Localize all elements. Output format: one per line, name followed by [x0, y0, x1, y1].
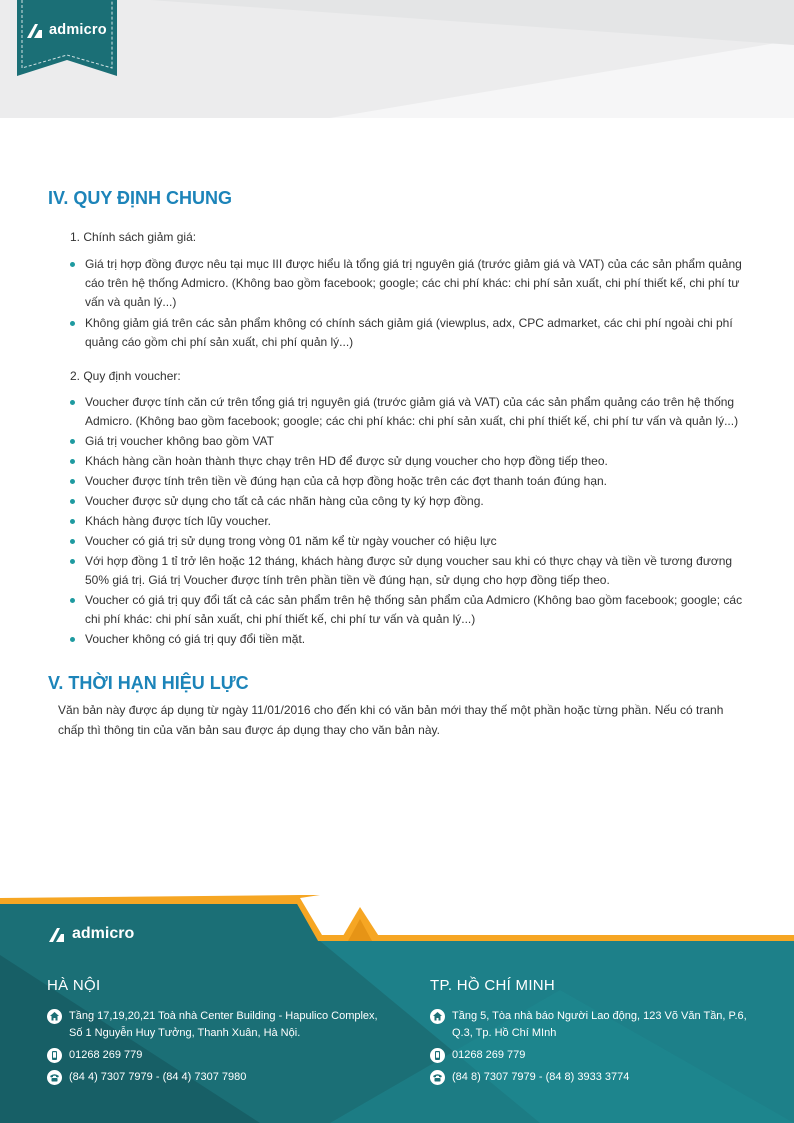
list-item: Voucher được tính căn cứ trên tổng giá trị nguyên giá (trước giảm giá và VAT) của các sản phẩm quảng cáo trên hệ thống Admicro. (Không bao gồm facebook; google; các chi phí khác: chi phí sản xuất, chi phí thiết kế, chi phí tư vấn và quản lý...) — [70, 393, 750, 431]
list-item: Giá trị voucher không bao gồm VAT — [70, 432, 750, 451]
hcm-address-line1: Tầng 5, Tòa nhà báo Người Lao động, 123 Võ Văn Tần, P.6, — [452, 1010, 747, 1022]
hcm-mobile-number: 01268 269 779 — [452, 1049, 526, 1061]
hanoi-phone-number: (84 4) 7307 7979 - (84 4) 7307 7980 — [69, 1071, 247, 1083]
voucher-rules-list — [70, 393, 750, 650]
list-item: Voucher không có giá trị quy đổi tiền mặt. — [70, 630, 750, 649]
telephone-icon — [430, 1070, 445, 1085]
section-v-title: V. THỜI HẠN HIỆU LỰC — [48, 673, 249, 693]
footer-logo — [47, 925, 134, 943]
list-item: Giá trị hợp đồng được nêu tại mục III được hiểu là tổng giá trị nguyên giá (trước giảm giá và VAT) của các sản phẩm quảng cáo trên hệ thống Admicro. (Không bao gồm facebook; google; các chi phí khác: chi phí sản xuất, chi phí thiết kế, chi phí tư vấn và quản lý...) — [70, 255, 750, 312]
list-item: Voucher có giá trị sử dụng trong vòng 01 năm kể từ ngày voucher có hiệu lực — [70, 532, 750, 551]
mobile-phone-icon — [430, 1048, 445, 1063]
hanoi-address-line2: Số 1 Nguyễn Huy Tưởng, Thanh Xuân, Hà Nội. — [69, 1027, 301, 1039]
hcm-address-line2: Q.3, Tp. Hồ Chí MInh — [452, 1027, 557, 1039]
discount-policy-heading: 1. Chính sách giảm giá: — [70, 230, 197, 244]
discount-policy-list — [70, 255, 750, 352]
mobile-phone-icon — [47, 1048, 62, 1063]
telephone-icon — [47, 1070, 62, 1085]
list-item: Voucher có giá trị quy đổi tất cả các sản phẩm trên hệ thống sản phẩm của Admicro (Không bao gồm facebook; google; các chi phí khác: chi phí sản xuất, chi phí thiết kế, chi phí tư vấn và quản lý...) — [70, 591, 750, 629]
list-item: Không giảm giá trên các sản phẩm không có chính sách giảm giá (viewplus, adx, CPC admarket, các chi phí ngoài chi phí quảng cáo gồm chi phí sản xuất, chi phí quản lý...) — [70, 314, 750, 352]
hcm-address — [430, 1008, 747, 1042]
list-item: Voucher được sử dụng cho tất cả các nhãn hàng của công ty ký hợp đồng. — [70, 492, 750, 511]
hanoi-mobile — [47, 1047, 142, 1064]
hanoi-city-title: HÀ NỘI — [47, 977, 101, 994]
list-item: Với hợp đồng 1 tỉ trở lên hoặc 12 tháng, khách hàng được sử dụng voucher sau khi có thực chạy và tiền về tương đương 50% giá trị. Giá trị Voucher được tính trên phần tiền về đúng hạn, sử dụng cho hợp đồng tiếp theo. — [70, 552, 750, 590]
home-icon — [47, 1009, 62, 1024]
section-v-text: Văn bản này được áp dụng từ ngày 11/01/2016 cho đến khi có văn bản mới thay thế một phần hoặc từng phần. Nếu có tranh chấp thì thông tin của văn bản sau được áp dụng thay cho văn bản này. — [58, 703, 724, 737]
header-logo-text: admicro — [49, 22, 107, 38]
header-background — [0, 0, 794, 125]
home-icon — [430, 1009, 445, 1024]
list-item: Khách hàng được tích lũy voucher. — [70, 512, 750, 531]
voucher-rules-heading: 2. Quy định voucher: — [70, 369, 181, 383]
list-item: Voucher được tính trên tiền về đúng hạn của cả hợp đồng hoặc trên các đợt thanh toán đúng hạn. — [70, 472, 750, 491]
list-item: Khách hàng cần hoàn thành thực chạy trên HD để được sử dụng voucher cho hợp đồng tiếp theo. — [70, 452, 750, 471]
hcm-phone — [430, 1069, 629, 1086]
header-logo — [25, 20, 107, 40]
section-iv-title: IV. QUY ĐỊNH CHUNG — [48, 188, 233, 208]
hcm-mobile — [430, 1047, 525, 1064]
admicro-logo-icon — [47, 926, 66, 943]
hanoi-phone — [47, 1069, 246, 1086]
hcm-city-title: TP. HỒ CHÍ MINH — [430, 977, 556, 994]
hanoi-mobile-number: 01268 269 779 — [69, 1049, 143, 1061]
hanoi-address — [47, 1008, 378, 1042]
hcm-phone-number: (84 8) 7307 7979 - (84 8) 3933 3774 — [452, 1071, 630, 1083]
hanoi-address-line1: Tầng 17,19,20,21 Toà nhà Center Building - Hapulico Complex, — [69, 1010, 378, 1022]
footer-logo-text: admicro — [72, 925, 135, 942]
admicro-logo-icon — [25, 22, 44, 39]
